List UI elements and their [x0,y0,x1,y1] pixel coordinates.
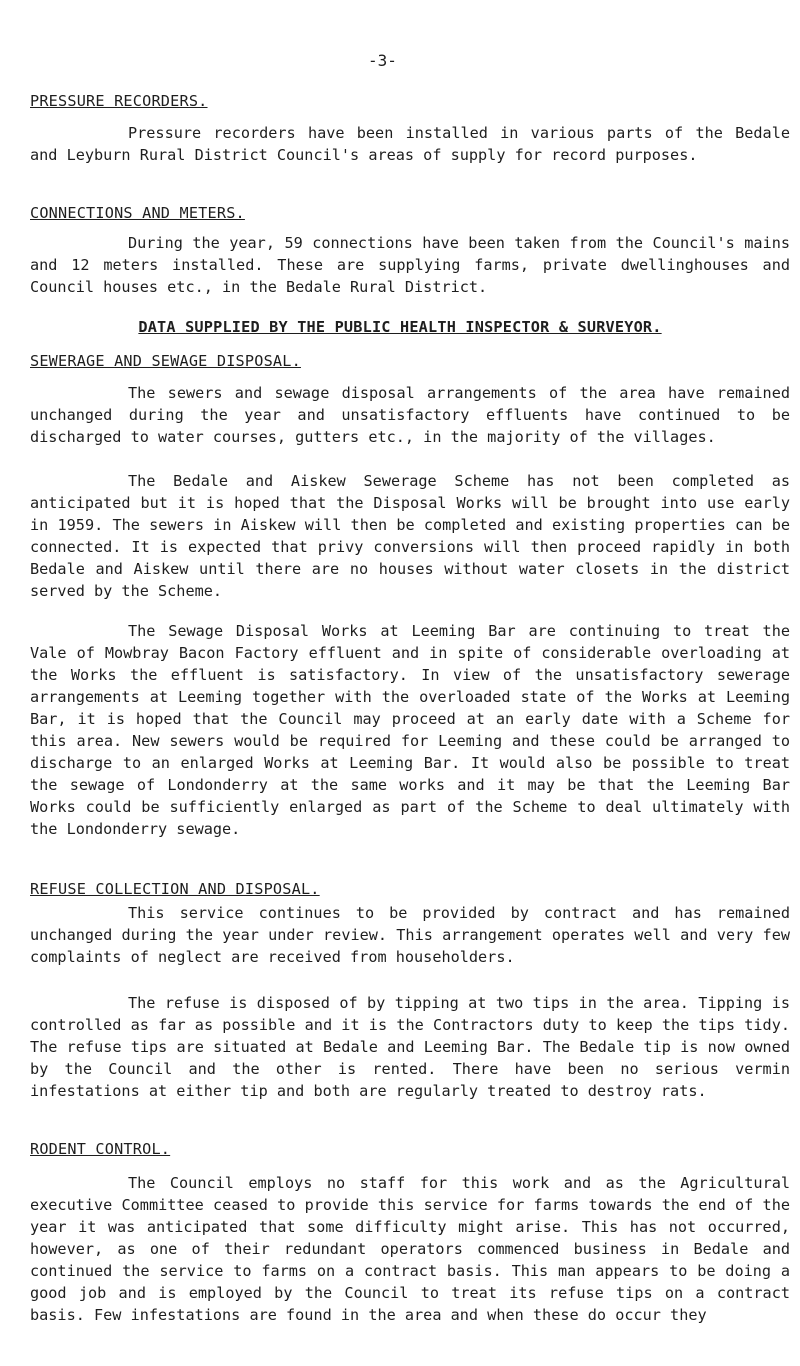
section-heading-connections: CONNECTIONS AND METERS. [30,204,245,222]
section-heading-sewerage: SEWERAGE AND SEWAGE DISPOSAL. [30,352,301,370]
paragraph-refuse-2: The refuse is disposed of by tipping at two tips in the area. Tipping is controlled as far as possible and it is the Contractors duty to keep the tips tidy. The refuse tips are situated at Bedale and Leeming Bar. The Bedale tip is now owned by the Council and the other is rented. There have been no serious vermin infestations at either tip and both are regularly treated to destroy rats. [30,994,790,1100]
page-number: -3- [368,51,397,70]
section-heading-refuse: REFUSE COLLECTION AND DISPOSAL. [30,880,320,898]
paragraph-connections: During the year, 59 connections have been taken from the Council's mains and 12 meters installed. These are supplying farms, private dwellinghouses and Council houses etc., in the Bedale Rural District. [30,234,790,296]
paragraph-sewerage-3: The Sewage Disposal Works at Leeming Bar are continuing to treat the Vale of Mowbray Bacon Factory effluent and in spite of considerable overloading at the Works the effluent is satisfactory. In view of the unsatisfactory sewerage arrangements at Leeming together with the overloaded state of the Works at Leeming Bar, it is hoped that the Council may proceed at an early date with a Scheme for this area. New sewers would be required for Leeming and these could be arranged to discharge to an enlarged Works at Leeming Bar. It would also be possible to treat the sewage of Londonderry at the same works and it may be that the Leeming Bar Works could be sufficiently enlarged as part of the Scheme to deal ultimately with the Londonderry sewage. [30,622,790,838]
paragraph-rodent-control: The Council employs no staff for this work and as the Agricultural executive Committee ceased to provide this service for farms towards the end of the year it was anticipated that some difficulty might arise. This has not occurred, however, as one of their redundant operators commenced business in Bedale and continued the service to farms on a contract basis. This man appears to be doing a good job and is employed by the Council to treat its refuse tips on a contract basis. Few infestations are found in the area and when these do occur they [30,1174,790,1324]
paragraph-refuse-1: This service continues to be provided by contract and has remained unchanged during the year under review. This arrangement operates well and very few complaints of neglect are received from householders. [30,904,790,966]
paragraph-sewerage-1: The sewers and sewage disposal arrangements of the area have remained unchanged during the year and unsatisfactory effluents have continued to be discharged to water courses, gutters etc., in the majority of the villages. [30,384,790,446]
paragraph-pressure-recorders: Pressure recorders have been installed in various parts of the Bedale and Leyburn Rural District Council's areas of supply for record purposes. [30,124,790,164]
paragraph-sewerage-2: The Bedale and Aiskew Sewerage Scheme has not been completed as anticipated but it is hoped that the Disposal Works will be brought into use early in 1959. The sewers in Aiskew will then be completed and existing properties can be connected. It is expected that privy conversions will then proceed rapidly in both Bedale and Aiskew until there are no houses without water closets in the district served by the Scheme. [30,472,790,600]
section-heading-data-supplied: DATA SUPPLIED BY THE PUBLIC HEALTH INSPECTOR & SURVEYOR. [138,318,662,336]
section-heading-rodent-control: RODENT CONTROL. [30,1140,171,1158]
section-heading-pressure-recorders: PRESSURE RECORDERS. [30,92,208,110]
